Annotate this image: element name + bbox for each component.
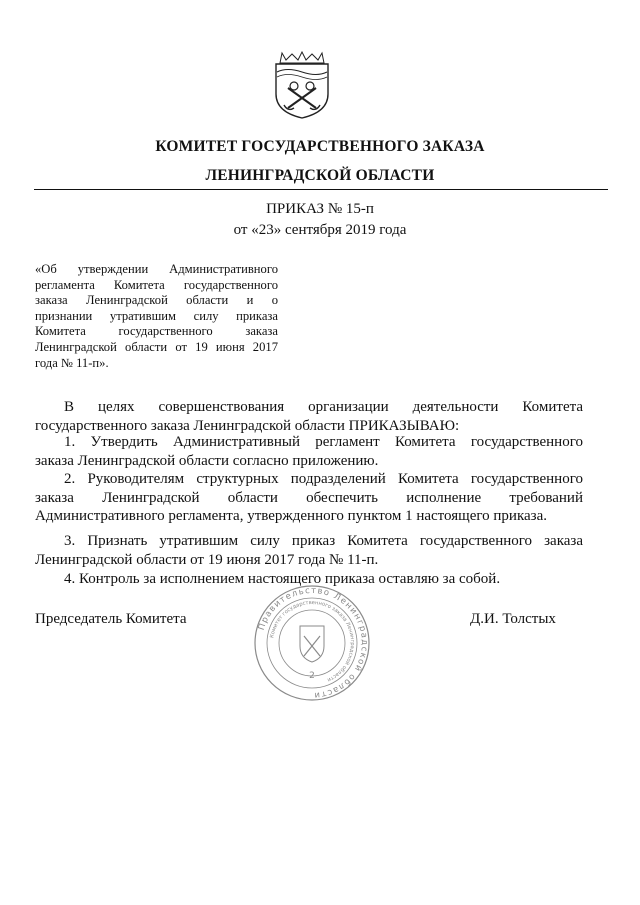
body-line: Административного регламента, утвержденного пунктом 1 настоящего приказа.	[35, 508, 547, 524]
subject-line: «Об утверждении Административного	[35, 262, 278, 276]
subject-line: Комитета государственного заказа	[35, 324, 278, 339]
order-item-3	[35, 532, 583, 569]
subject-line: года № 11-п».	[35, 355, 109, 370]
official-stamp-icon	[253, 584, 371, 702]
stamp-outer-text: Правительство Ленинградской области	[256, 585, 370, 701]
body-line: заказа Ленинградской области обеспечить исполнение требований	[35, 489, 583, 506]
organization-region: ЛЕНИНГРАДСКОЙ ОБЛАСТИ	[205, 167, 435, 184]
body-line: заказа Ленинградской области согласно приложению.	[35, 452, 379, 469]
stamp-number: 2	[309, 671, 315, 681]
body-line: 2. Руководителям структурных подразделений Комитета государственного	[64, 471, 583, 487]
body-line: 1. Утвердить Административный регламент Комитета государственного	[64, 434, 583, 450]
subject-line: признании утратившим силу приказа	[35, 308, 278, 323]
order-date: от «23» сентября 2019 года	[233, 222, 407, 238]
stamp-inner-text: Комитет государственного заказа Ленинградской области	[269, 599, 356, 683]
signatory-position: Председатель Комитета	[35, 611, 187, 627]
body-line: государственного заказа Ленинградской области ПРИКАЗЫВАЮ:	[35, 417, 460, 434]
body-line: В целях совершенствования организации деятельности Комитета	[64, 399, 583, 415]
coat-of-arms-icon	[272, 50, 332, 120]
signatory-name: Д.И. Толстых	[470, 611, 556, 627]
order-item-2	[35, 470, 583, 526]
header-divider	[34, 189, 608, 190]
subject-line: Ленинградской области от 19 июня 2017	[35, 339, 278, 354]
subject-line: регламента Комитета государственного	[35, 277, 278, 292]
body-line: 3. Признать утратившим силу приказ Комитета государственного заказа	[64, 533, 583, 549]
organization-name: КОМИТЕТ ГОСУДАРСТВЕННОГО ЗАКАЗА	[155, 138, 485, 155]
order-item-1	[35, 433, 583, 470]
order-subject	[35, 262, 278, 371]
order-preamble	[35, 398, 583, 435]
body-line: Ленинградской области от 19 июня 2017 года № 11-п.	[35, 551, 379, 568]
body-line: 4. Контроль за исполнением настоящего приказа оставляю за собой.	[64, 571, 501, 587]
order-number: ПРИКАЗ № 15-п	[266, 201, 374, 217]
subject-line: заказа Ленинградской области и о	[35, 293, 278, 308]
